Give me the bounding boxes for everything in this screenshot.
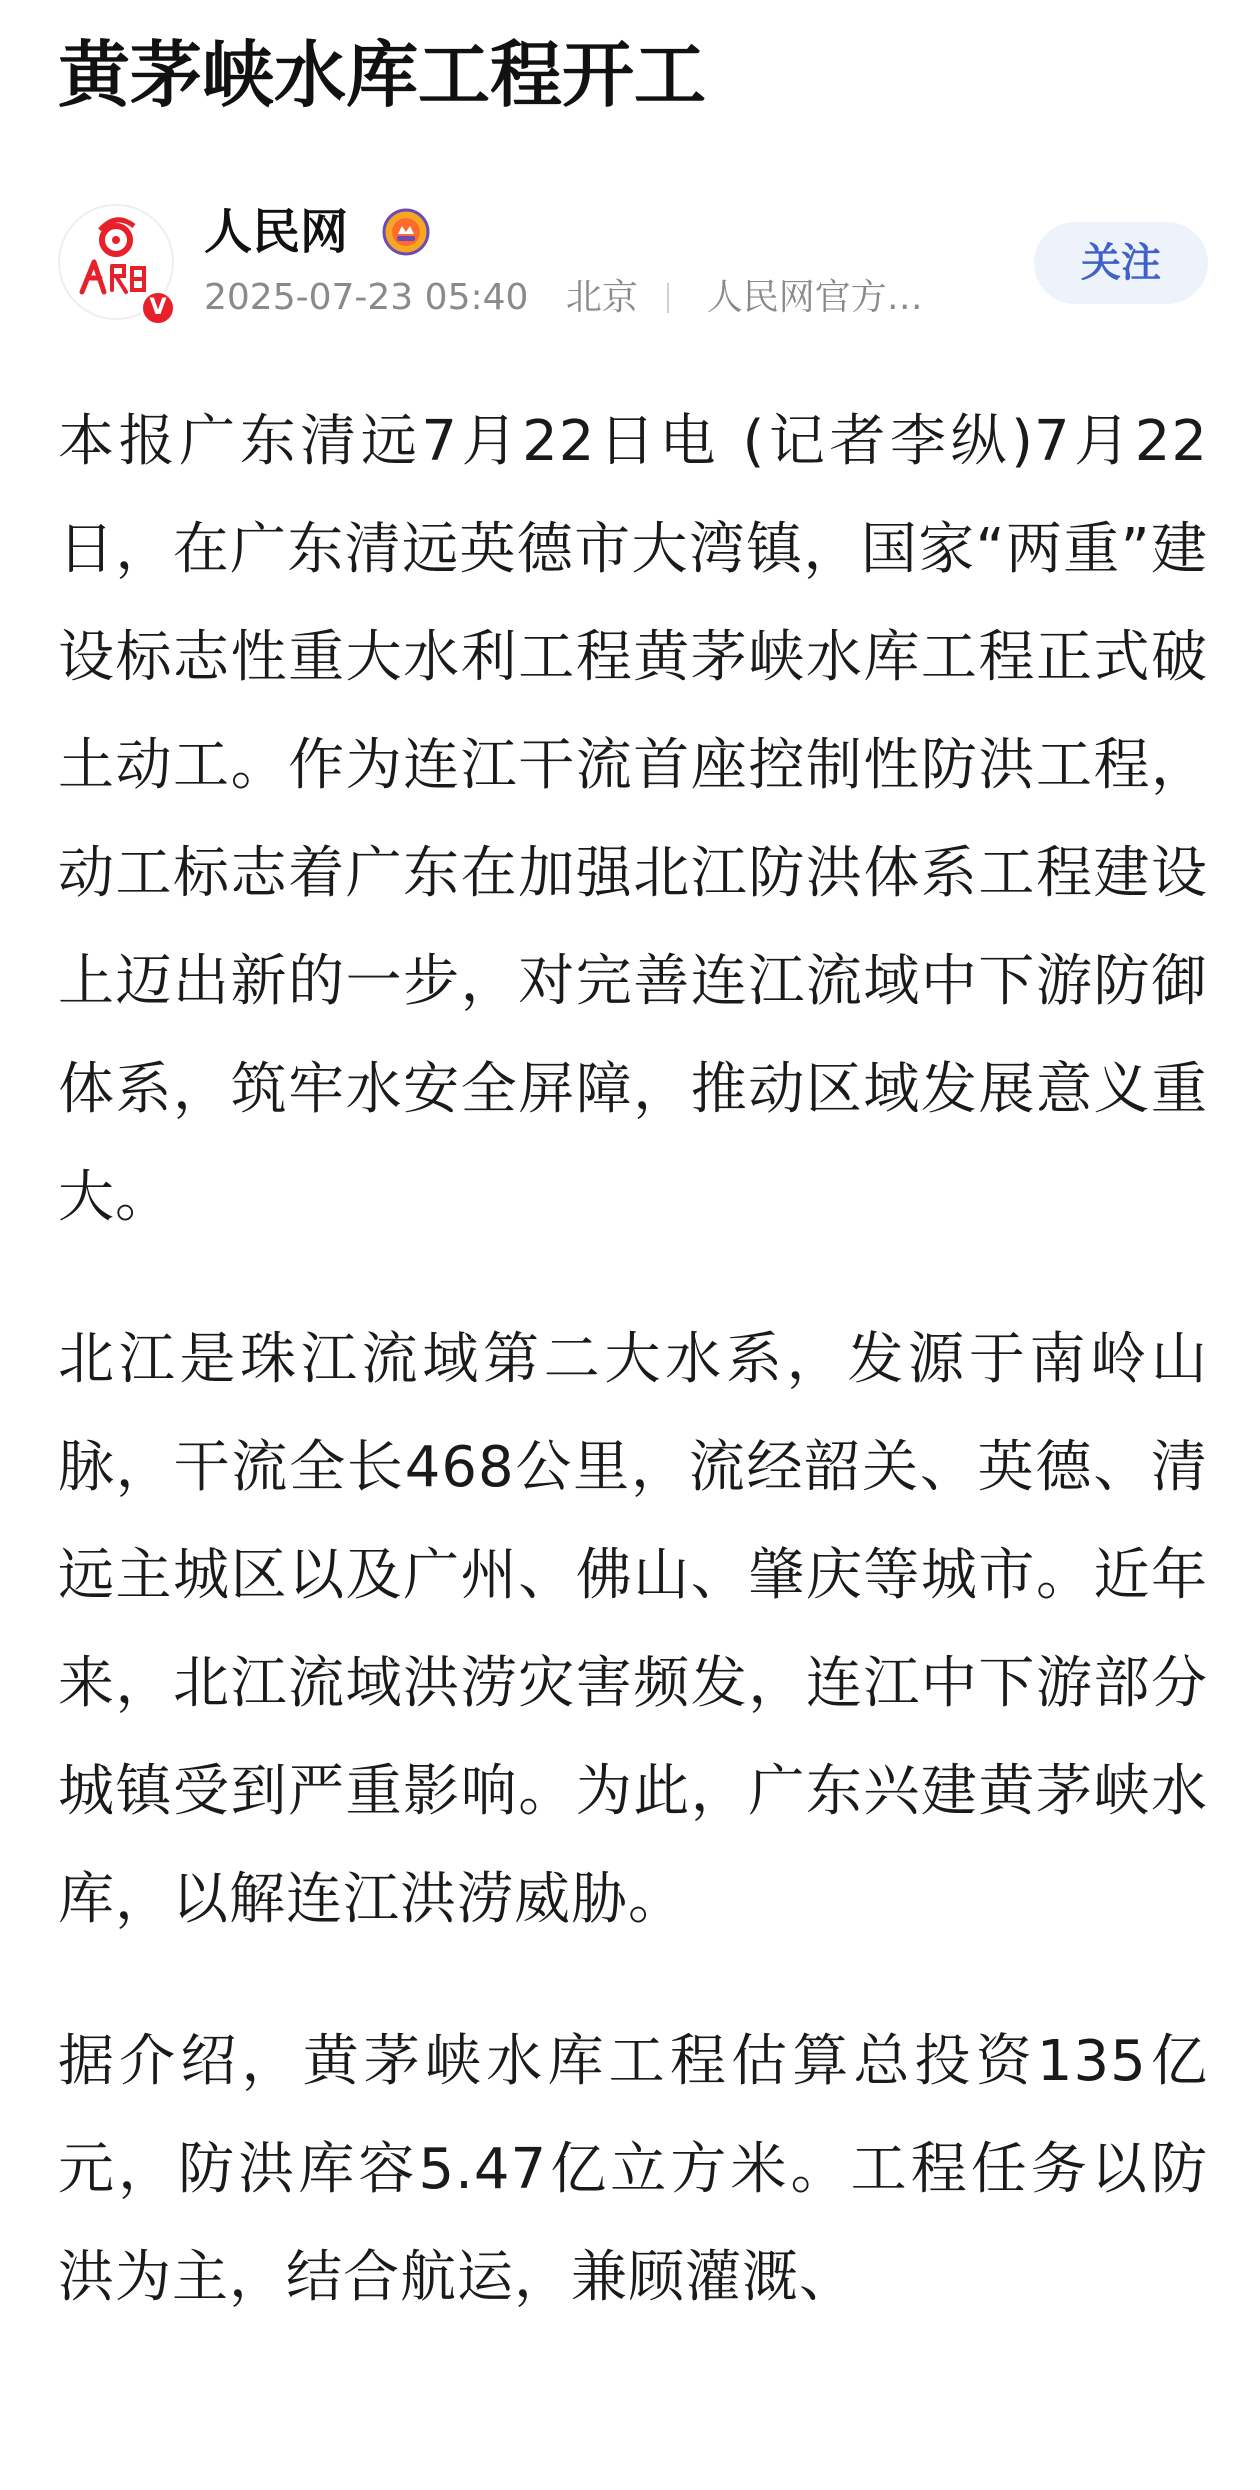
article-title: 黄茅峡水库工程开工 [58, 33, 707, 117]
article-body [58, 388, 1208, 2386]
author-name[interactable]: 人民网 [204, 204, 349, 260]
article-paragraph: 北江是珠江流域第二大水系，发源于南岭山脉，干流全长468公里，流经韶关、英德、清远主城区以及广州、佛山、肇庆等城市。近年来，北江流域洪涝灾害频发，连江中下游部分城镇受到严重影响。为此，广东兴建黄茅峡水库，以解连江洪涝威胁。 [58, 1327, 1208, 1932]
official-badge-icon [380, 206, 432, 258]
follow-button[interactable]: 关注 [1034, 222, 1208, 304]
article-meta [204, 274, 947, 322]
publish-location: 北京 [565, 277, 638, 318]
author-avatar[interactable] [58, 204, 174, 320]
verified-v-icon: V [140, 290, 176, 326]
publish-date: 2025-07-23 05:40 [204, 277, 529, 318]
article-paragraph: 据介绍，黄茅峡水库工程估算总投资135亿元，防洪库容5.47亿立方米。工程任务以防洪为主，结合航运，兼顾灌溉、 [58, 2029, 1208, 2310]
meta-divider [667, 283, 669, 313]
article-paragraph: 本报广东清远7月22日电 (记者李纵)7月22日，在广东清远英德市大湾镇，国家“两重”建设标志性重大水利工程黄茅峡水库工程正式破土动工。作为连江干流首座控制性防洪工程，动工标志着广东在加强北江防洪体系工程建设上迈出新的一步，对完善连江流域中下游防御体系，筑牢水安全屏障，推动区域发展意义重大。 [58, 409, 1208, 1230]
source-account[interactable]: 人民网官方… [706, 277, 923, 318]
